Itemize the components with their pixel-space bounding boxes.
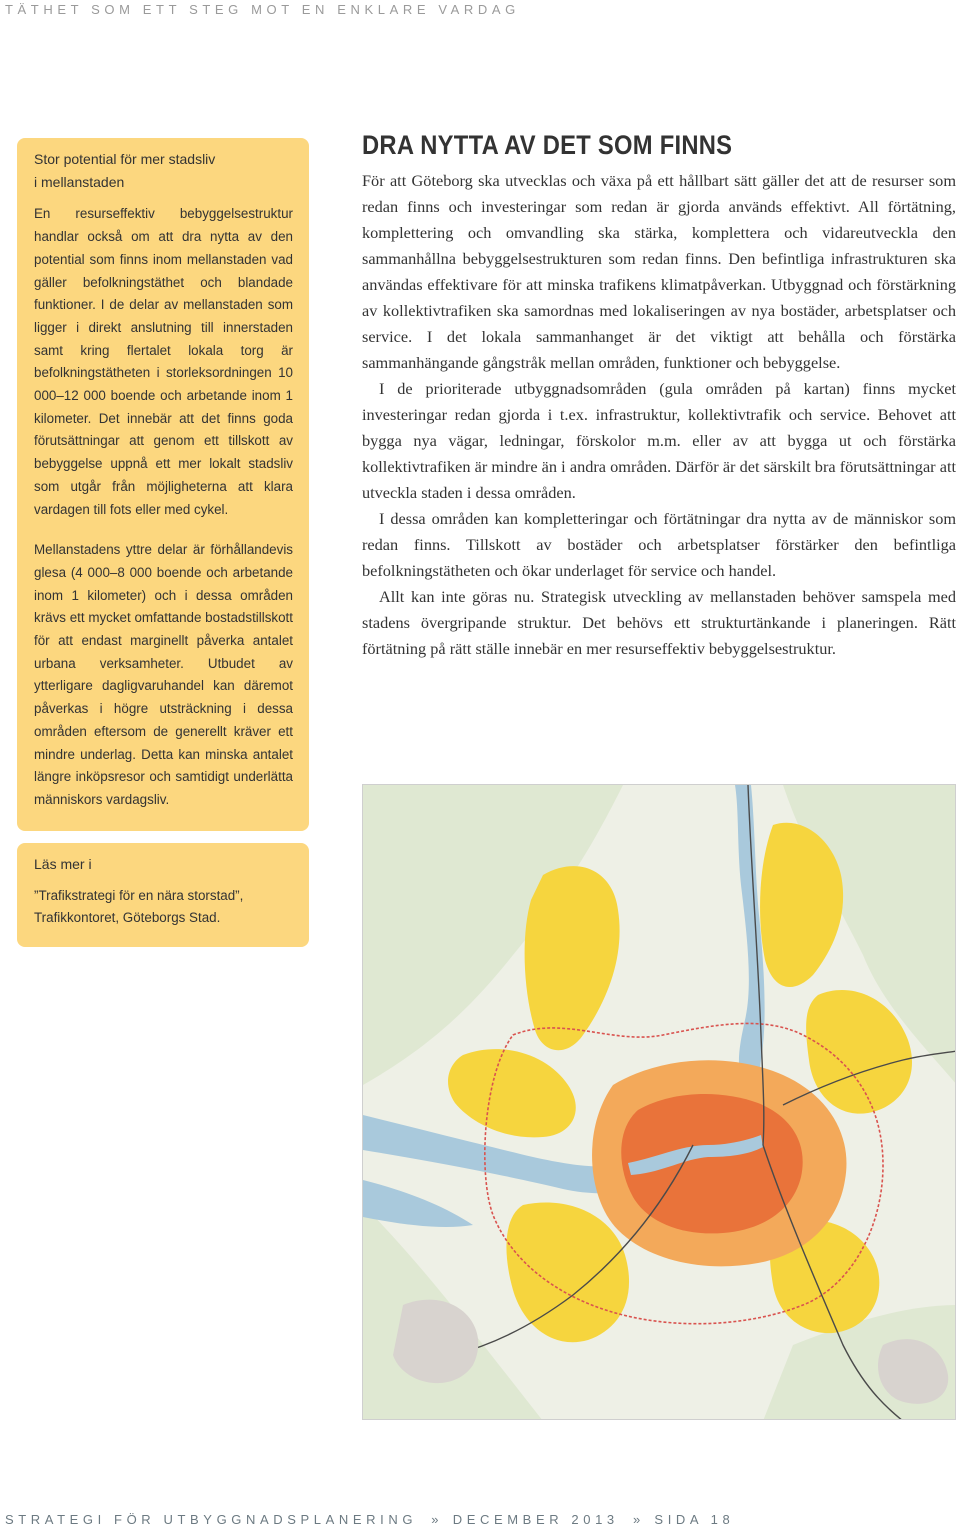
footer-separator-1: » (431, 1512, 439, 1527)
body-paragraph-2: I de prioriterade utbyggnadsområden (gula områden på kartan) finns mycket investeringar redan gjorda i t.ex. infrastruktur, kollektivtrafik och service. Behovet att bygga nya vägar, ledningar, förskolor m.m. eller av att bygga ut och förstärka kollektivtrafiken är mindre än i andra områden. Därför är det särskilt bra förutsättningar att utveckla staden i dessa områden. (362, 379, 956, 502)
body-paragraph-1: För att Göteborg ska utvecklas och växa på ett hållbart sätt gäller det att de resurser som redan finns och investeringar som redan är gjorda används effektivt. All förtätning, komplettering och omvandling ska stärka, komplettera och vidareutveckla den sammanhållna bebyggelsestrukturen som redan finns. Den befintliga infrastrukturen ska användas effektivare för att minska trafikens klimatpåverkan. Utbyggnad och förstärkning av kollektivtrafiken ska samordnas med lokaliseringen av nya bostäder, arbetsplatser och service. I det lokala sammanhanget är det viktigt att behålla och förstärka sammanhängande gångstråk mellan områden, funktioner och bebyggelse. (362, 171, 956, 372)
map-graphic (363, 785, 956, 1420)
footer-page-number: SIDA 18 (654, 1512, 735, 1527)
info-box-mellanstaden (17, 138, 309, 831)
body-paragraph-4: Allt kan inte göras nu. Strategisk utveckling av mellanstaden behöver samspela med stadens övergripande struktur. Det behövs ett strukturtänkande i planeringen. Rätt förtätning på rätt ställe innebär en mer resurseffektiv bebyggelsestruktur. (362, 587, 956, 658)
info-box-title-line1: Stor potential för mer stadsliv (34, 151, 216, 167)
footer-document-title: STRATEGI FÖR UTBYGGNADSPLANERING (5, 1512, 418, 1527)
footer-separator-2: » (632, 1512, 641, 1527)
section-title: DRA NYTTA AV DET SOM FINNS (362, 130, 733, 160)
body-paragraph-3: I dessa områden kan kompletteringar och förtätningar dra nytta av de människor som redan finns. Tillskott av bostäder och arbetsplatser förstärker den befintliga befolkningstätheten och ökar underlaget för service och handel. (362, 509, 956, 580)
read-more-box (17, 843, 309, 947)
info-box-paragraph-1: En resurseffektiv bebyggelsestruktur handlar också om att dra nytta av den potential som finns inom mellanstaden vad gäller befolkningstäthet och blandade funktioner. I de delar av mellanstaden som ligger i direkt anslutning till innerstaden samt kring flertalet lokala torg är befolkningstätheten i storleksordningen 10 000–12 000 boende och arbetande inom 1 kilometer. Det innebär att det finns goda förutsättningar att genom ett tillskott av bebyggelse uppnå ett mer lokalt stadsliv som utgår från möjligheterna att klara vardagen till fots eller med cykel. (34, 206, 293, 517)
running-header: TÄTHET SOM ETT STEG MOT EN ENKLARE VARDAG (5, 2, 520, 17)
main-body-text (362, 168, 956, 662)
page-footer (5, 1512, 955, 1527)
footer-date: DECEMBER 2013 (452, 1512, 619, 1527)
info-box-paragraph-2: Mellanstadens yttre delar är förhållandevis glesa (4 000–8 000 boende och arbetande inom 1 kilometer) och i dessa områden krävs ett mycket omfattande bostadstillskott för att endast marginellt påverka antalet urbana verksamheter. Utbudet av ytterligare dagligvaruhandel kan däremot påverkas i högre utsträckning i dessa områden eftersom de generellt kräver ett mindre underlag. Detta kan minska antalet längre inköpsresor och samtidigt underlätta människors vardagsliv. (34, 542, 293, 807)
read-more-reference: ”Trafikstrategi för en nära storstad”, Trafikkontoret, Göteborgs Stad. (34, 887, 244, 926)
read-more-heading: Läs mer i (34, 856, 92, 872)
density-map (362, 784, 956, 1420)
info-box-title-line2: i mellanstaden (34, 173, 125, 190)
